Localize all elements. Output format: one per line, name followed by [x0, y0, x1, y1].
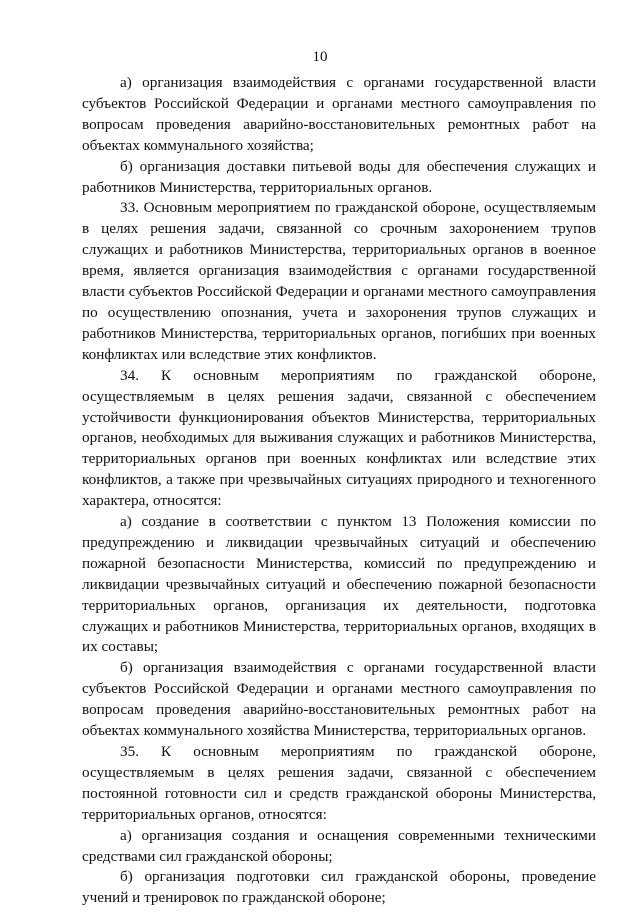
paragraph-35: 35. К основным мероприятиям по гражданской обороне, осуществляемым в целях решения задачи, связанной с обеспечением постоянной готовности сил и средств гражданской обороны Министерства, территориальных органов, относятся:	[82, 743, 596, 823]
paragraph-32b: б) организация доставки питьевой воды для обеспечения служащих и работников Министерства, территориальных органов.	[82, 157, 596, 196]
paragraph-35b: б) организация подготовки сил гражданской обороны, проведение учений и тренировок по гражданской обороне;	[82, 868, 596, 907]
paragraph-34: 34. К основным мероприятиям по гражданской обороне, осуществляемым в целях решения задачи, связанной с обеспечением устойчивости функционирования объектов Министерства, территориальных органов, необходимых для выживания служащих и работников Министерства, территориальных органов при военных конфликтах или вследствие этих конфликтов, а также при чрезвычайных ситуациях природного и техногенного характера, относятся:	[82, 366, 596, 510]
paragraph-32a: а) организация взаимодействия с органами государственной власти субъектов Российской Федерации и органами местного самоуправления по вопросам проведения аварийно-восстановительных ремонтных работ на объектах коммунального хозяйства;	[82, 74, 596, 154]
paragraph-35a: а) организация создания и оснащения современными техническими средствами сил гражданской обороны;	[82, 826, 596, 865]
paragraph-33: 33. Основным мероприятием по гражданской обороне, осуществляемым в целях решения задачи, связанной со срочным захоронением трупов служащих и работников Министерства, территориальных органов в военное время, является организация взаимодействия с органами государственной власти субъектов Российской Федерации и органами местного самоуправления по осуществлению опознания, учета и захоронения трупов служащих и работников Министерства, территориальных органов, погибших при военных конфликтах или вследствие этих конфликтов.	[82, 199, 596, 363]
paragraph-34a: а) создание в соответствии с пунктом 13 Положения комиссии по предупреждению и ликвидации чрезвычайных ситуаций и обеспечению пожарной безопасности Министерства, комиссий по предупреждению и ликвидации чрезвычайных ситуаций и обеспечению пожарной безопасности территориальных органов, организация их деятельности, подготовка служащих и работников Министерства, территориальных органов, входящих в их составы;	[82, 513, 596, 656]
page-number: 10	[312, 49, 328, 65]
document-body	[82, 73, 596, 909]
paragraph-34b: б) организация взаимодействия с органами государственной власти субъектов Российской Федерации и органами местного самоуправления по вопросам проведения аварийно-восстановительных ремонтных работ на объектах коммунального хозяйства Министерства, территориальных органов.	[82, 659, 596, 740]
